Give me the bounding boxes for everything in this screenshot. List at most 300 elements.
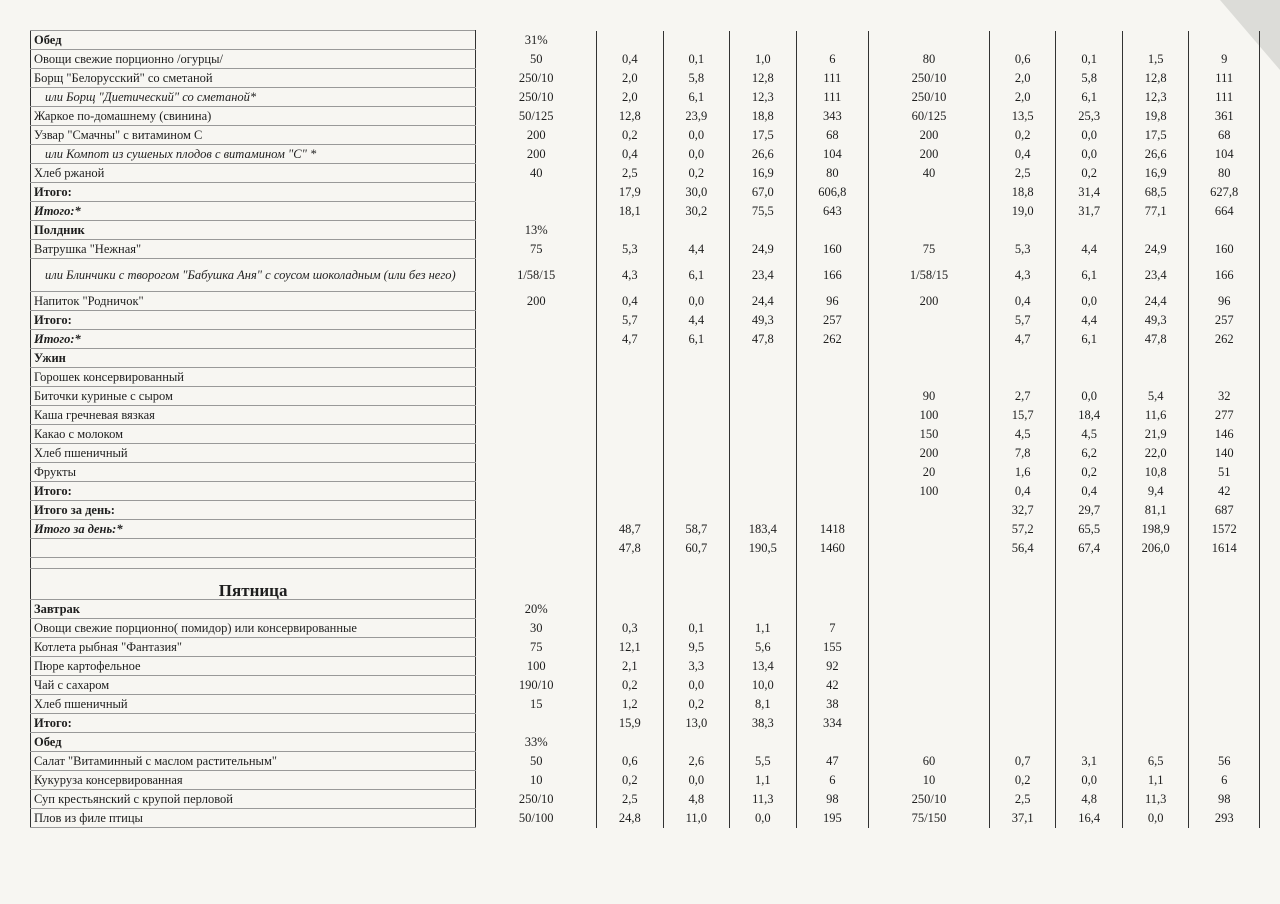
value-cell (989, 221, 1055, 240)
value-cell: 257 (796, 311, 869, 330)
value-cell (1189, 600, 1260, 619)
menu-row (31, 406, 1260, 425)
dish-name: Итого: (31, 482, 476, 501)
value-cell: 1,1 (730, 771, 796, 790)
value-cell: 0,2 (597, 771, 663, 790)
value-cell (1189, 714, 1260, 733)
value-cell: 98 (796, 790, 869, 809)
value-cell (597, 463, 663, 482)
value-cell (730, 425, 796, 444)
value-cell: 51 (1189, 463, 1260, 482)
value-cell (1189, 558, 1260, 569)
value-cell: 17,5 (1122, 126, 1188, 145)
value-cell: 0,0 (1056, 771, 1122, 790)
value-cell (597, 221, 663, 240)
value-cell: 6,1 (663, 259, 729, 292)
value-cell: 37,1 (989, 809, 1055, 828)
value-cell: 49,3 (1122, 311, 1188, 330)
value-cell: 4,4 (663, 240, 729, 259)
value-cell: 0,4 (989, 482, 1055, 501)
value-cell: 5,7 (989, 311, 1055, 330)
value-cell (1189, 695, 1260, 714)
value-cell (663, 221, 729, 240)
value-cell (1056, 657, 1122, 676)
value-cell (597, 558, 663, 569)
value-cell (1189, 638, 1260, 657)
value-cell: 13,4 (730, 657, 796, 676)
value-cell (869, 695, 990, 714)
value-cell (869, 311, 990, 330)
menu-row (31, 31, 1260, 50)
value-cell: 9 (1189, 50, 1260, 69)
value-cell (597, 733, 663, 752)
dish-name: Биточки куриные с сыром (31, 387, 476, 406)
value-cell: 4,8 (1056, 790, 1122, 809)
value-cell: 1418 (796, 520, 869, 539)
value-cell: 100 (869, 482, 990, 501)
value-cell (1122, 695, 1188, 714)
value-cell (796, 482, 869, 501)
value-cell: 30,2 (663, 202, 729, 221)
menu-row (31, 752, 1260, 771)
dish-name: Ватрушка "Нежная" (31, 240, 476, 259)
value-cell (1056, 221, 1122, 240)
value-cell: 4,8 (663, 790, 729, 809)
value-cell: 68 (1189, 126, 1260, 145)
value-cell (1056, 558, 1122, 569)
value-cell: 90 (869, 387, 990, 406)
value-cell: 67,4 (1056, 539, 1122, 558)
dish-name (31, 539, 476, 558)
value-cell: 250/10 (476, 69, 597, 88)
value-cell: 13,5 (989, 107, 1055, 126)
value-cell: 58,7 (663, 520, 729, 539)
value-cell (796, 368, 869, 387)
value-cell: 200 (476, 292, 597, 311)
value-cell: 23,4 (730, 259, 796, 292)
menu-row (31, 387, 1260, 406)
dish-name: Кукуруза консервированная (31, 771, 476, 790)
value-cell (597, 569, 663, 600)
value-cell: 0,0 (1122, 809, 1188, 828)
value-cell: 155 (796, 638, 869, 657)
dish-name: Обед (31, 31, 476, 50)
value-cell: 60/125 (869, 107, 990, 126)
dish-name: Хлеб пшеничный (31, 695, 476, 714)
value-cell: 47 (796, 752, 869, 771)
value-cell: 4,5 (989, 425, 1055, 444)
value-cell: 0,6 (597, 752, 663, 771)
menu-row (31, 126, 1260, 145)
value-cell: 98 (1189, 790, 1260, 809)
dish-name: Борщ "Белорусский" со сметаной (31, 69, 476, 88)
dish-name: Итого: (31, 311, 476, 330)
value-cell (1056, 676, 1122, 695)
value-cell: 17,5 (730, 126, 796, 145)
value-cell (869, 619, 990, 638)
value-cell (476, 558, 597, 569)
value-cell: 12,1 (597, 638, 663, 657)
value-cell: 13% (476, 221, 597, 240)
value-cell: 0,0 (663, 145, 729, 164)
value-cell: 32 (1189, 387, 1260, 406)
value-cell: 31,4 (1056, 183, 1122, 202)
value-cell: 2,5 (989, 164, 1055, 183)
value-cell: 68,5 (1122, 183, 1188, 202)
value-cell (989, 657, 1055, 676)
value-cell (989, 638, 1055, 657)
value-cell: 75/150 (869, 809, 990, 828)
value-cell (1122, 600, 1188, 619)
value-cell: 11,3 (1122, 790, 1188, 809)
value-cell: 50 (476, 752, 597, 771)
value-cell: 160 (1189, 240, 1260, 259)
value-cell: 75 (476, 638, 597, 657)
value-cell: 2,6 (663, 752, 729, 771)
menu-row (31, 520, 1260, 539)
value-cell (663, 425, 729, 444)
menu-row (31, 569, 1260, 600)
value-cell (989, 600, 1055, 619)
value-cell: 257 (1189, 311, 1260, 330)
value-cell: 24,4 (1122, 292, 1188, 311)
value-cell: 10 (869, 771, 990, 790)
value-cell: 48,7 (597, 520, 663, 539)
value-cell (869, 638, 990, 657)
value-cell: 6 (796, 50, 869, 69)
value-cell (1189, 657, 1260, 676)
value-cell: 0,1 (663, 619, 729, 638)
menu-row (31, 482, 1260, 501)
value-cell: 50/100 (476, 809, 597, 828)
value-cell (869, 202, 990, 221)
value-cell: 1,1 (730, 619, 796, 638)
value-cell (597, 406, 663, 425)
dish-name: Каша гречневая вязкая (31, 406, 476, 425)
value-cell: 40 (476, 164, 597, 183)
value-cell: 26,6 (1122, 145, 1188, 164)
dish-name: Суп крестьянский с крупой перловой (31, 790, 476, 809)
value-cell: 1460 (796, 539, 869, 558)
value-cell (476, 444, 597, 463)
value-cell (663, 733, 729, 752)
dish-name: Ужин (31, 349, 476, 368)
menu-row (31, 311, 1260, 330)
value-cell: 31% (476, 31, 597, 50)
value-cell (730, 387, 796, 406)
value-cell (796, 569, 869, 600)
value-cell: 343 (796, 107, 869, 126)
value-cell (1189, 619, 1260, 638)
value-cell: 664 (1189, 202, 1260, 221)
dish-name: Полдник (31, 221, 476, 240)
value-cell (869, 31, 990, 50)
value-cell (989, 368, 1055, 387)
value-cell: 2,1 (597, 657, 663, 676)
menu-row (31, 539, 1260, 558)
value-cell: 96 (796, 292, 869, 311)
value-cell: 0,1 (663, 50, 729, 69)
value-cell: 1,5 (1122, 50, 1188, 69)
value-cell (989, 558, 1055, 569)
value-cell: 200 (869, 444, 990, 463)
value-cell: 146 (1189, 425, 1260, 444)
value-cell (869, 330, 990, 349)
value-cell: 0,2 (1056, 463, 1122, 482)
value-cell (1122, 676, 1188, 695)
value-cell: 1614 (1189, 539, 1260, 558)
value-cell: 100 (869, 406, 990, 425)
value-cell: 15,9 (597, 714, 663, 733)
value-cell: 0,4 (1056, 482, 1122, 501)
value-cell: 22,0 (1122, 444, 1188, 463)
value-cell: 38,3 (730, 714, 796, 733)
value-cell: 18,8 (989, 183, 1055, 202)
value-cell: 13,0 (663, 714, 729, 733)
menu-row (31, 164, 1260, 183)
value-cell (597, 387, 663, 406)
value-cell: 2,7 (989, 387, 1055, 406)
value-cell: 0,0 (730, 809, 796, 828)
value-cell (1189, 31, 1260, 50)
dish-name: Итого:* (31, 202, 476, 221)
dish-name: Хлеб ржаной (31, 164, 476, 183)
value-cell: 50 (476, 50, 597, 69)
value-cell (730, 349, 796, 368)
value-cell (730, 482, 796, 501)
value-cell: 92 (796, 657, 869, 676)
value-cell (1122, 714, 1188, 733)
value-cell (869, 539, 990, 558)
menu-row (31, 619, 1260, 638)
value-cell: 250/10 (869, 790, 990, 809)
value-cell: 0,2 (597, 676, 663, 695)
value-cell: 10,8 (1122, 463, 1188, 482)
value-cell (476, 425, 597, 444)
value-cell (796, 406, 869, 425)
value-cell: 75 (869, 240, 990, 259)
value-cell: 30,0 (663, 183, 729, 202)
value-cell (476, 714, 597, 733)
value-cell: 7 (796, 619, 869, 638)
value-cell (989, 695, 1055, 714)
dish-name: Узвар "Смачны" с витамином С (31, 126, 476, 145)
value-cell: 111 (1189, 69, 1260, 88)
value-cell: 361 (1189, 107, 1260, 126)
value-cell: 1,2 (597, 695, 663, 714)
value-cell (476, 311, 597, 330)
value-cell: 38 (796, 695, 869, 714)
value-cell: 150 (869, 425, 990, 444)
menu-row (31, 368, 1260, 387)
value-cell (1122, 619, 1188, 638)
menu-row (31, 714, 1260, 733)
value-cell: 0,2 (663, 695, 729, 714)
value-cell (796, 221, 869, 240)
value-cell: 29,7 (1056, 501, 1122, 520)
value-cell: 0,4 (597, 50, 663, 69)
value-cell: 2,0 (597, 88, 663, 107)
menu-row (31, 183, 1260, 202)
value-cell (663, 482, 729, 501)
value-cell: 262 (796, 330, 869, 349)
value-cell: 32,7 (989, 501, 1055, 520)
value-cell (476, 463, 597, 482)
menu-row (31, 240, 1260, 259)
value-cell: 5,3 (989, 240, 1055, 259)
value-cell (730, 501, 796, 520)
value-cell (869, 221, 990, 240)
value-cell: 0,0 (663, 676, 729, 695)
value-cell: 60 (869, 752, 990, 771)
value-cell: 111 (796, 88, 869, 107)
value-cell (1189, 733, 1260, 752)
menu-row (31, 330, 1260, 349)
value-cell: 15,7 (989, 406, 1055, 425)
value-cell: 0,6 (989, 50, 1055, 69)
value-cell: 293 (1189, 809, 1260, 828)
value-cell (663, 444, 729, 463)
menu-row (31, 809, 1260, 828)
menu-row (31, 638, 1260, 657)
dish-name: или Компот из сушеных плодов с витамином "С" * (31, 145, 476, 164)
value-cell: 80 (869, 50, 990, 69)
value-cell (663, 406, 729, 425)
value-cell: 0,2 (597, 126, 663, 145)
value-cell (476, 349, 597, 368)
value-cell: 5,4 (1122, 387, 1188, 406)
dish-name: Горошек консервированный (31, 368, 476, 387)
value-cell (597, 482, 663, 501)
value-cell: 75,5 (730, 202, 796, 221)
menu-row (31, 349, 1260, 368)
value-cell: 6,1 (1056, 259, 1122, 292)
value-cell: 200 (476, 126, 597, 145)
menu-table (30, 30, 1260, 828)
value-cell: 5,8 (1056, 69, 1122, 88)
menu-row (31, 69, 1260, 88)
value-cell (663, 569, 729, 600)
dish-name: Плов из филе птицы (31, 809, 476, 828)
value-cell: 200 (869, 126, 990, 145)
menu-rows (31, 31, 1260, 828)
value-cell (796, 733, 869, 752)
value-cell: 2,5 (597, 790, 663, 809)
value-cell: 6,1 (663, 330, 729, 349)
value-cell (1122, 657, 1188, 676)
value-cell: 6,1 (663, 88, 729, 107)
value-cell (730, 444, 796, 463)
value-cell (1056, 714, 1122, 733)
value-cell: 16,4 (1056, 809, 1122, 828)
value-cell (1122, 569, 1188, 600)
value-cell (1056, 638, 1122, 657)
value-cell (1189, 221, 1260, 240)
value-cell (476, 183, 597, 202)
value-cell: 16,9 (1122, 164, 1188, 183)
dish-name: Котлета рыбная "Фантазия" (31, 638, 476, 657)
value-cell (796, 387, 869, 406)
value-cell: 6,1 (1056, 88, 1122, 107)
value-cell: 4,3 (597, 259, 663, 292)
menu-sheet (30, 30, 1260, 880)
menu-row (31, 733, 1260, 752)
value-cell (476, 539, 597, 558)
value-cell: 250/10 (476, 88, 597, 107)
value-cell: 0,0 (663, 771, 729, 790)
value-cell (730, 463, 796, 482)
value-cell: 9,5 (663, 638, 729, 657)
value-cell (730, 733, 796, 752)
value-cell (796, 444, 869, 463)
value-cell (597, 368, 663, 387)
value-cell: 60,7 (663, 539, 729, 558)
dish-name: Овощи свежие порционно /огурцы/ (31, 50, 476, 69)
menu-row (31, 202, 1260, 221)
value-cell: 4,4 (1056, 311, 1122, 330)
value-cell: 11,0 (663, 809, 729, 828)
dish-name: Какао с молоком (31, 425, 476, 444)
value-cell (1056, 31, 1122, 50)
value-cell (663, 31, 729, 50)
value-cell: 0,0 (1056, 145, 1122, 164)
value-cell (869, 368, 990, 387)
value-cell (476, 406, 597, 425)
value-cell: 5,5 (730, 752, 796, 771)
value-cell: 277 (1189, 406, 1260, 425)
value-cell: 4,4 (1056, 240, 1122, 259)
value-cell: 0,0 (663, 292, 729, 311)
menu-row (31, 259, 1260, 292)
value-cell: 198,9 (1122, 520, 1188, 539)
value-cell (869, 349, 990, 368)
dish-name: Овощи свежие порционно( помидор) или консервированные (31, 619, 476, 638)
value-cell (1056, 569, 1122, 600)
menu-row (31, 463, 1260, 482)
value-cell (597, 31, 663, 50)
value-cell: 4,7 (597, 330, 663, 349)
value-cell: 18,1 (597, 202, 663, 221)
value-cell: 12,8 (1122, 69, 1188, 88)
value-cell: 206,0 (1122, 539, 1188, 558)
menu-row (31, 657, 1260, 676)
value-cell (796, 463, 869, 482)
value-cell: 183,4 (730, 520, 796, 539)
value-cell: 160 (796, 240, 869, 259)
value-cell: 0,0 (663, 126, 729, 145)
dish-name: или Блинчики с творогом "Бабушка Аня" с соусом шоколадным (или без него) (31, 259, 476, 292)
value-cell: 6,1 (1056, 330, 1122, 349)
value-cell: 25,3 (1056, 107, 1122, 126)
value-cell: 0,4 (989, 292, 1055, 311)
menu-row (31, 425, 1260, 444)
value-cell: 26,6 (730, 145, 796, 164)
dish-name: Итого за день:* (31, 520, 476, 539)
value-cell (1056, 349, 1122, 368)
value-cell (663, 558, 729, 569)
value-cell: 80 (1189, 164, 1260, 183)
value-cell (1122, 638, 1188, 657)
value-cell: 1,6 (989, 463, 1055, 482)
value-cell (989, 349, 1055, 368)
value-cell (869, 657, 990, 676)
value-cell (869, 733, 990, 752)
value-cell (796, 31, 869, 50)
value-cell: 50/125 (476, 107, 597, 126)
dish-name: Итого: (31, 714, 476, 733)
value-cell: 2,5 (597, 164, 663, 183)
value-cell: 166 (1189, 259, 1260, 292)
